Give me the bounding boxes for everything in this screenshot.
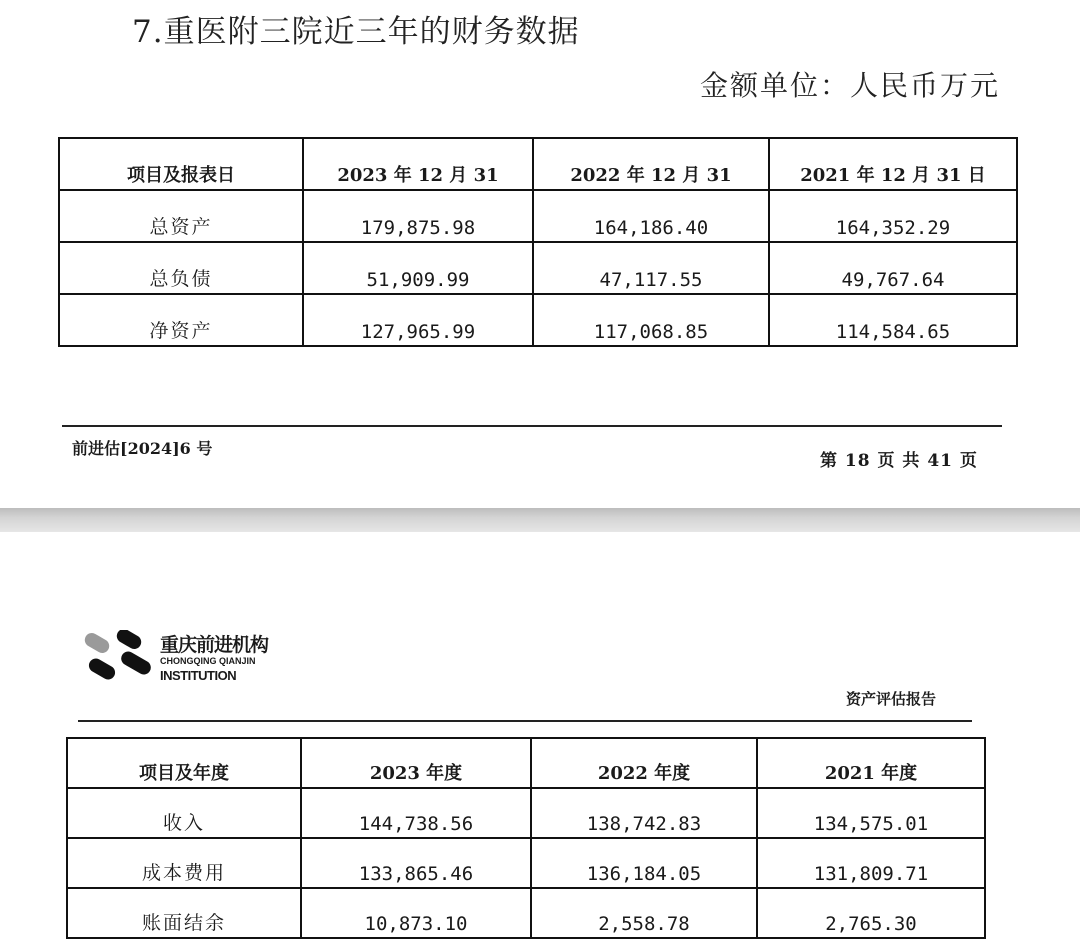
header-cell: 2021 年 12 月 31 日	[769, 138, 1017, 190]
value-cell: 138,742.83	[531, 788, 757, 838]
value-cell: 164,186.40	[533, 190, 769, 242]
table-row	[67, 838, 985, 888]
value-cell: 2,558.78	[531, 888, 757, 938]
value-cell: 49,767.64	[769, 242, 1017, 294]
value-cell: 133,865.46	[301, 838, 531, 888]
header-cell: 2022 年 12 月 31	[533, 138, 769, 190]
value-cell: 117,068.85	[533, 294, 769, 346]
value-cell: 179,875.98	[303, 190, 533, 242]
header-cell: 2021 年度	[757, 738, 985, 788]
value-cell: 51,909.99	[303, 242, 533, 294]
logo-english-line-1: CHONGQING QIANJIN	[160, 656, 256, 666]
header-cell: 2023 年度	[301, 738, 531, 788]
balance-sheet-table	[58, 137, 1018, 347]
value-cell: 131,809.71	[757, 838, 985, 888]
logo-english-line-2: INSTITUTION	[160, 668, 237, 683]
table-row	[67, 788, 985, 838]
section-heading: 7.重医附三院近三年的财务数据	[132, 14, 580, 50]
header-cell: 项目及报表日	[59, 138, 303, 190]
value-cell: 144,738.56	[301, 788, 531, 838]
row-label: 总资产	[59, 190, 303, 242]
table-header-row	[59, 138, 1017, 190]
currency-unit-note: 金额单位：人民币万元	[700, 69, 1001, 102]
header-cell: 项目及年度	[67, 738, 301, 788]
row-label: 净资产	[59, 294, 303, 346]
table-row	[59, 294, 1017, 346]
row-label: 收入	[67, 788, 301, 838]
document-page-2	[0, 532, 1080, 941]
header-cell: 2022 年度	[531, 738, 757, 788]
document-number: 前进估[2024]6 号	[72, 439, 213, 458]
table-row	[59, 242, 1017, 294]
value-cell: 2,765.30	[757, 888, 985, 938]
income-table	[66, 737, 986, 939]
header-rule	[78, 720, 972, 722]
logo-chinese-name: 重庆前进机构	[160, 634, 269, 656]
value-cell: 127,965.99	[303, 294, 533, 346]
value-cell: 114,584.65	[769, 294, 1017, 346]
row-label: 总负债	[59, 242, 303, 294]
footer-rule	[62, 425, 1002, 427]
value-cell: 136,184.05	[531, 838, 757, 888]
page-number: 第 18 页 共 41 页	[820, 451, 978, 471]
table-header-row	[67, 738, 985, 788]
value-cell: 10,873.10	[301, 888, 531, 938]
row-label: 账面结余	[67, 888, 301, 938]
value-cell: 164,352.29	[769, 190, 1017, 242]
header-cell: 2023 年 12 月 31	[303, 138, 533, 190]
row-label: 成本费用	[67, 838, 301, 888]
value-cell: 134,575.01	[757, 788, 985, 838]
page-separator	[0, 508, 1080, 532]
table-row	[59, 190, 1017, 242]
logo-mark-icon	[82, 630, 158, 690]
report-title: 资产评估报告	[846, 690, 937, 708]
value-cell: 47,117.55	[533, 242, 769, 294]
table-row	[67, 888, 985, 938]
institution-logo	[82, 630, 312, 690]
